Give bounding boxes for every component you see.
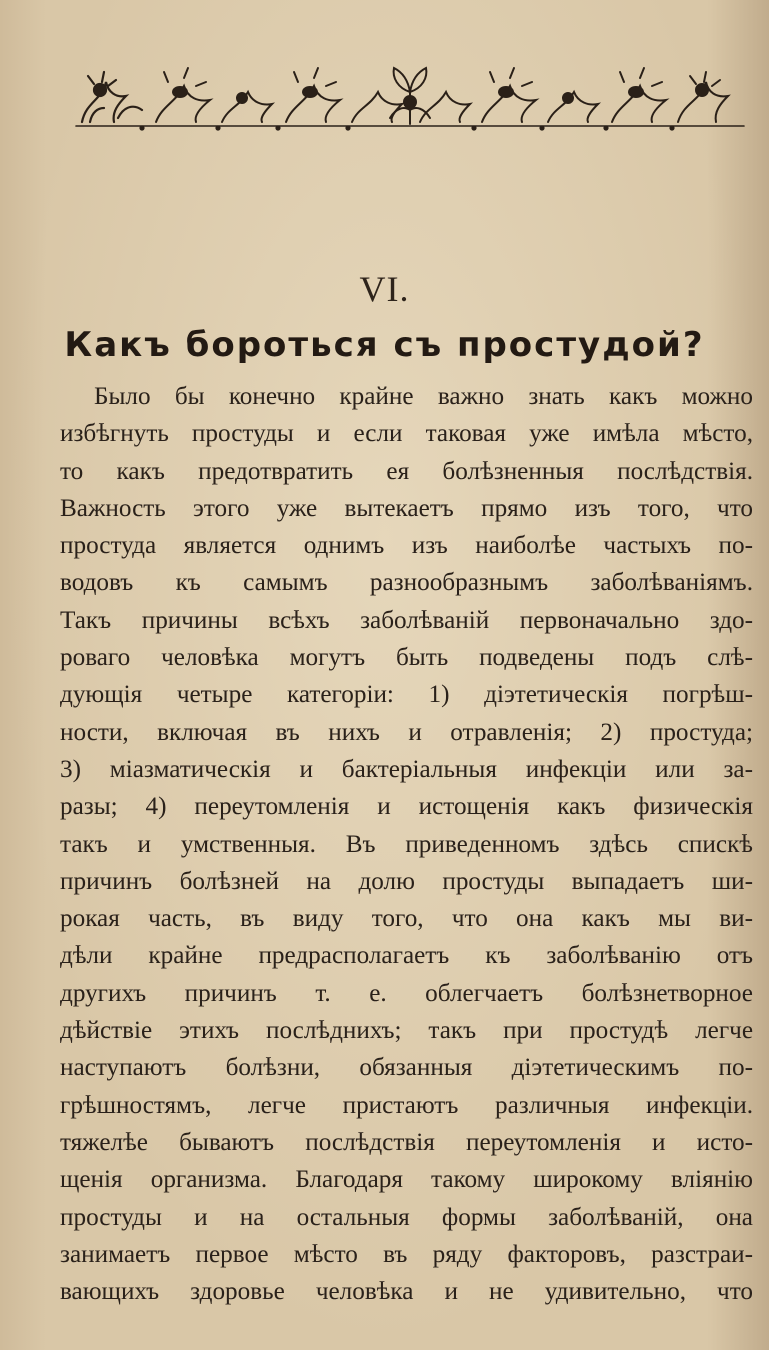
text-line: наступаютъ болѣзни, обязанныя діэтетическимъ по- [60,1054,753,1082]
text-line: такъ и умственныя. Въ приведенномъ здѣсь спискѣ [60,830,753,858]
text-line: 3) міазматическія и бактеріальныя инфекціи или за- [60,755,753,783]
text-line: щенія организма. Благодаря такому широкому вліянію [60,1166,753,1194]
text-line: дующія четыре категоріи: 1) діэтетическія погрѣш- [60,681,753,709]
text-line: другихъ причинъ т. е. облегчаетъ болѣзнетворное [60,979,753,1007]
text-line: вающихъ здоровье человѣка и не удивительно, что [60,1278,753,1306]
text-line: простуды и на остальныя формы заболѣваній, она [60,1203,753,1231]
text-line: простуда является однимъ изъ наиболѣе частыхъ по- [60,532,753,560]
text-line: то какъ предотвратить ея болѣзненныя послѣдствія. [60,457,753,485]
text-line: дѣйствіе этихъ послѣднихъ; такъ при простудѣ легче [60,1017,753,1045]
text-line: роваго человѣка могутъ быть подведены подъ слѣ- [60,644,753,672]
text-line: разы; 4) переутомленія и истощенія какъ физическія [60,793,753,821]
text-line: грѣшностямъ, легче пристаютъ различныя инфекціи. [60,1091,753,1119]
chapter-number: VI. [359,269,410,309]
text-line: Важность этого уже вытекаетъ прямо изъ того, что [60,494,753,522]
body-text [60,378,753,1310]
text-line: водовъ къ самымъ разнообразнымъ заболѣваніямъ. [60,569,753,597]
chapter-title: Какъ бороться съ простудой? [64,325,705,365]
text-line: рокая часть, въ виду того, что она какъ мы ви- [60,905,753,933]
text-line: тяжелѣе бываютъ послѣдствія переутомленія и исто- [60,1128,753,1156]
text-line: Было бы конечно крайне важно знать какъ можно [94,383,753,410]
text-line: Такъ причины всѣхъ заболѣваній первоначально здо- [60,606,753,634]
text-line: дѣли крайне предрасполагаетъ къ заболѣванію отъ [60,942,753,970]
text-line: ности, включая въ нихъ и отравленія; 2) простуда; [60,718,753,746]
decorative-headpiece-ornament [72,62,748,134]
text-line: занимаетъ первое мѣсто въ ряду факторовъ, разстраи- [60,1240,753,1268]
text-line: избѣгнуть простуды и если таковая уже имѣла мѣсто, [60,420,753,448]
text-line: причинъ болѣзней на долю простуды выпадаетъ ши- [60,867,753,895]
